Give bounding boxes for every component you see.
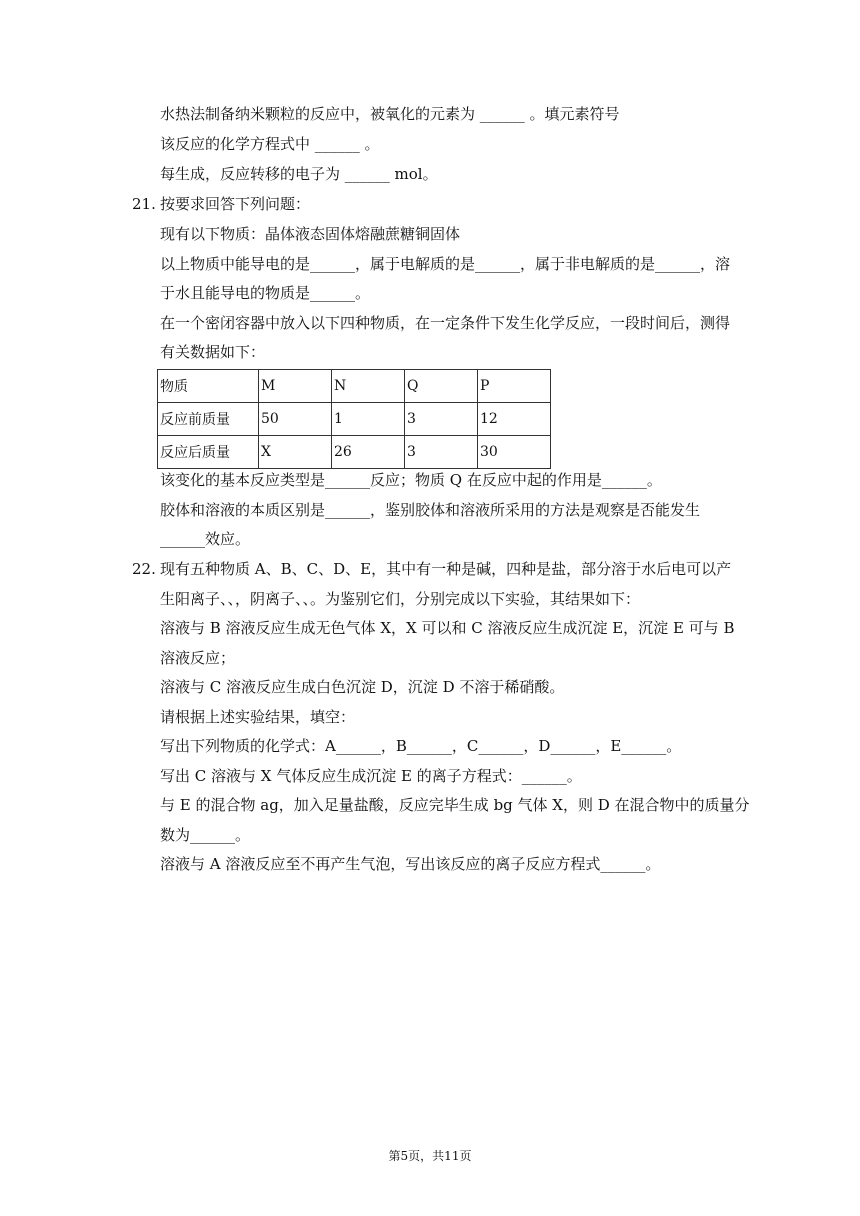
question-22-mass-fraction-cont: 数为______。 <box>160 826 251 844</box>
question-22-fill-prompt: 请根据上述实验结果，填空： <box>160 708 356 726</box>
text-line-electron-transfer: 每生成，反应转移的电子为 ______ mol。 <box>160 165 438 183</box>
question-21-conductivity: 以上物质中能导电的是______，属于电解质的是______，属于非电解质的是______，溶 <box>160 255 731 273</box>
question-22-mass-fraction: 与 E 的混合物 ag，加入足量盐酸，反应完毕生成 bg 气体 X，则 D 在混合物中的质量分 <box>160 796 750 814</box>
question-21-substances: 现有以下物质：晶体液态固体熔融蔗糖铜固体 <box>160 225 461 243</box>
question-number-21: 21. <box>132 195 156 213</box>
table-cell: Q <box>405 370 478 403</box>
table-cell: 反应前质量 <box>158 403 259 436</box>
question-22-ionic-equation: 写出 C 溶液与 X 气体反应生成沉淀 E 的离子方程式：______。 <box>160 767 582 785</box>
question-22-formulas: 写出下列物质的化学式：A______，B______，C______，D______，E______。 <box>160 737 682 755</box>
text-line-oxidized-element: 水热法制备纳米颗粒的反应中，被氧化的元素为 ______ 。填元素符号 <box>160 105 620 123</box>
table-cell: 3 <box>405 436 478 469</box>
question-21-colloid-cont: ______效应。 <box>160 530 251 548</box>
question-21-container: 在一个密闭容器中放入以下四种物质，在一定条件下发生化学反应，一段时间后，测得 <box>160 314 731 332</box>
question-22-experiment-1: 溶液与 B 溶液反应生成无色气体 X，X 可以和 C 溶液反应生成沉淀 E，沉淀 E 可与 B <box>160 619 735 637</box>
table-cell: 30 <box>478 436 551 469</box>
table-cell: 3 <box>405 403 478 436</box>
page-footer: 第5页，共11页 <box>388 1149 472 1163</box>
table-row <box>158 436 551 469</box>
table-cell: 50 <box>259 403 332 436</box>
question-number-22: 22. <box>132 560 156 578</box>
table-cell: 反应后质量 <box>158 436 259 469</box>
mass-data-table <box>157 369 551 469</box>
table-cell: 26 <box>332 436 405 469</box>
text-line-equation: 该反应的化学方程式中 ______ 。 <box>160 135 380 153</box>
question-21-colloid: 胶体和溶液的本质区别是______，鉴别胶体和溶液所采用的方法是观察是否能发生 <box>160 501 701 519</box>
question-22-intro-cont: 生阳离子、、，阴离子、、。为鉴别它们，分别完成以下实验，其结果如下： <box>160 590 641 608</box>
table-cell: N <box>332 370 405 403</box>
table-cell: 物质 <box>158 370 259 403</box>
question-22-experiment-2: 溶液与 C 溶液反应生成白色沉淀 D，沉淀 D 不溶于稀硝酸。 <box>160 678 565 696</box>
table-cell: 12 <box>478 403 551 436</box>
table-cell: 1 <box>332 403 405 436</box>
table-cell: M <box>259 370 332 403</box>
table-row <box>158 403 551 436</box>
question-21-data-intro: 有关数据如下： <box>160 343 266 361</box>
question-22-experiment-1-cont: 溶液反应； <box>160 649 236 667</box>
question-21-conductivity-cont: 于水且能导电的物质是______。 <box>160 284 371 302</box>
table-cell: P <box>478 370 551 403</box>
question-22-final-reaction: 溶液与 A 溶液反应至不再产生气泡，写出该反应的离子反应方程式______。 <box>160 855 661 873</box>
question-21-title: 按要求回答下列问题： <box>160 195 311 213</box>
table-row <box>158 370 551 403</box>
table-cell: X <box>259 436 332 469</box>
question-21-reaction-type: 该变化的基本反应类型是______反应；物质 Q 在反应中起的作用是______。 <box>160 471 662 489</box>
question-22-intro: 现有五种物质 A、B、C、D、E，其中有一种是碱，四种是盐，部分溶于水后电可以产 <box>160 560 732 578</box>
